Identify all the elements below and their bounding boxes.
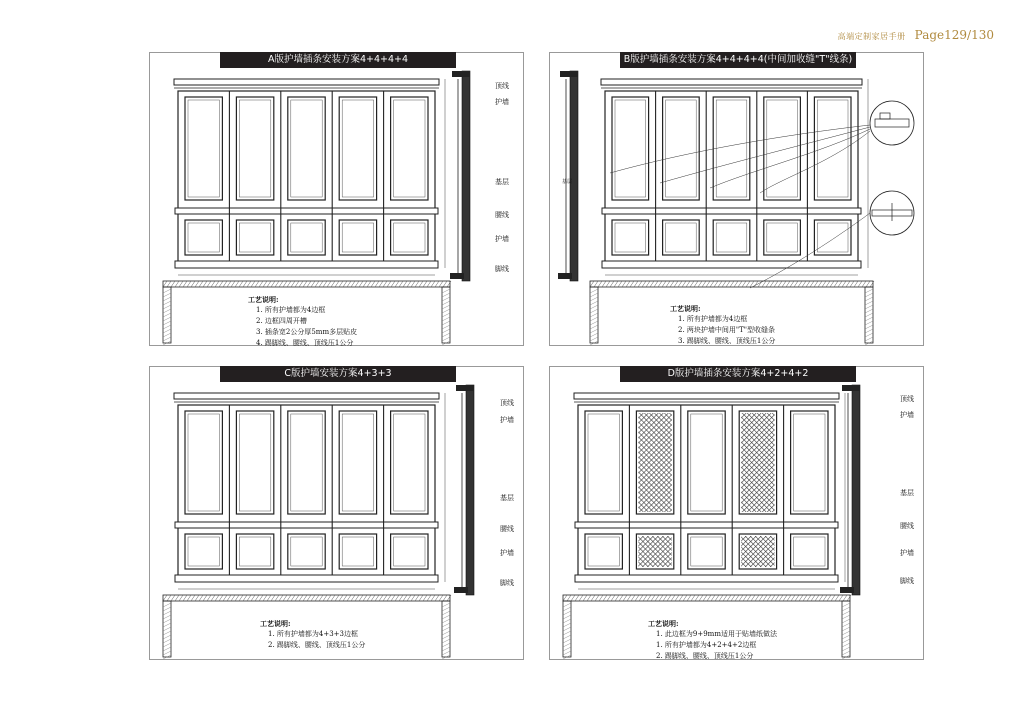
upper-panel: [688, 411, 725, 514]
label-skirting: 脚线: [495, 265, 509, 273]
panel-b: [549, 52, 924, 346]
label-skirting: 脚线: [900, 577, 914, 585]
label-waist-line: 腰线: [900, 522, 914, 530]
section-wall: [852, 385, 860, 595]
lower-panel: [339, 534, 376, 569]
label-waist-line: 腰线: [500, 525, 514, 533]
top-molding: [174, 393, 439, 399]
lower-panel: [585, 534, 622, 569]
upper-panel: [339, 97, 376, 200]
lower-panel: [612, 220, 649, 255]
panel-b-notes: [670, 303, 775, 347]
section-skirting: [558, 273, 572, 279]
notes-title: 工艺说明:: [648, 619, 679, 628]
brand-text: 高端定制家居手册: [837, 32, 906, 41]
section-cornice: [456, 385, 474, 391]
notes-line-1: 1. 此边框为9+9mm适用于贴墙纸做法: [656, 630, 777, 638]
top-molding: [601, 79, 862, 85]
label-base-layer: 基层: [500, 494, 514, 502]
panel-c-notes: [260, 618, 365, 651]
top-molding: [574, 393, 839, 399]
notes-line-3: 3. 插条宽2公分厚5mm多层贴皮: [256, 328, 358, 336]
panel-d-drawing: [550, 367, 925, 661]
lower-panel: [288, 534, 325, 569]
upper-panel: [185, 411, 222, 514]
waist-rail: [575, 522, 838, 528]
label-top-molding: 顶线: [500, 399, 514, 407]
skirting-board: [602, 261, 861, 268]
lower-panel: [391, 220, 428, 255]
section-skirting: [840, 587, 854, 593]
skirting-board: [575, 575, 838, 582]
upper-panel: [236, 411, 273, 514]
notes-line-2: 2. 踢脚线、腰线、顶线压1公分: [268, 641, 366, 649]
section-skirting: [450, 273, 464, 279]
label-top-molding: 顶线: [495, 82, 509, 90]
lower-panel: [713, 220, 750, 255]
upper-panel: [764, 97, 801, 200]
section-cornice: [842, 385, 860, 391]
panel-a-title: A版护墙插条安装方案4+4+4+4: [220, 52, 456, 68]
page-header: [838, 24, 994, 43]
skirting-board: [175, 575, 438, 582]
upper-panel: [185, 97, 222, 200]
notes-line-2: 2. 两块护墙中间用"T"型收缝条: [678, 326, 776, 334]
label-wall-panel-upper: 护墙: [495, 98, 509, 106]
panel-d-title: D版护墙插条安装方案4+2+4+2: [620, 366, 856, 382]
lower-panel: [391, 534, 428, 569]
notes-line-3: 3. 踢脚线、腰线、顶线压1公分: [678, 337, 776, 345]
section-wall: [570, 71, 578, 281]
upper-panel: [236, 97, 273, 200]
panel-a: [149, 52, 524, 346]
notes-line-4: 4. 踢脚线、腰线、顶线压1公分: [256, 339, 354, 347]
lower-panel: [288, 220, 325, 255]
notes-line-2: 2. 边框四周开槽: [256, 317, 307, 325]
notes-title: 工艺说明:: [260, 619, 291, 628]
label-base-layer: 基层: [900, 489, 914, 497]
lower-panel: [236, 534, 273, 569]
waist-rail: [175, 522, 438, 528]
label-wall-panel-lower: 护墙: [500, 549, 514, 557]
panel-b-title: B版护墙插条安装方案4+4+4+4(中间加收缝"T"线条): [620, 52, 856, 68]
lower-panel: [185, 220, 222, 255]
skirting-board: [175, 261, 438, 268]
upper-panel: [585, 411, 622, 514]
panel-c-drawing: [150, 367, 525, 661]
section-skirting: [454, 587, 468, 593]
panel-d: [549, 366, 924, 660]
lower-panel: [791, 534, 828, 569]
section-wall: [462, 71, 470, 281]
lower-panel: [663, 220, 700, 255]
section-cornice: [560, 71, 578, 77]
top-molding: [174, 79, 439, 85]
notes-line-2: 1. 所有护墙都为4+2+4+2边框: [656, 641, 757, 649]
upper-panel: [288, 411, 325, 514]
lower-panel: [688, 534, 725, 569]
upper-panel: [339, 411, 376, 514]
label-wall-panel-lower: 护墙: [900, 549, 914, 557]
upper-panel: [814, 97, 851, 200]
panel-a-notes: [248, 294, 357, 349]
notes-line-3: 2. 踢脚线、腰线、顶线压1公分: [656, 652, 754, 660]
waist-rail: [602, 208, 861, 214]
label-base-layer: 基层: [495, 178, 509, 186]
upper-panel: [663, 97, 700, 200]
label-base-layer: 基层: [562, 179, 573, 185]
waist-rail: [175, 208, 438, 214]
upper-panel: [391, 411, 428, 514]
label-wall-panel-upper: 护墙: [500, 416, 514, 424]
section-cornice: [452, 71, 470, 77]
section-wall: [466, 385, 474, 595]
panel-c-title: C版护墙安装方案4+3+3: [220, 366, 456, 382]
notes-line-1: 1. 所有护墙都为4边框: [678, 315, 748, 323]
notes-line-1: 1. 所有护墙都为4边框: [256, 306, 326, 314]
upper-panel: [791, 411, 828, 514]
panel-c: [149, 366, 524, 660]
label-top-molding: 顶线: [900, 395, 914, 403]
notes-title: 工艺说明:: [670, 304, 701, 313]
lower-panel: [236, 220, 273, 255]
page-number: Page129/130: [914, 28, 994, 42]
panel-d-notes: [648, 618, 777, 662]
label-skirting: 脚线: [500, 579, 514, 587]
upper-panel: [391, 97, 428, 200]
notes-line-1: 1. 所有护墙都为4+3+3边框: [268, 630, 358, 638]
detail-callout-upper: [870, 101, 914, 145]
lower-panel: [814, 220, 851, 255]
label-wall-panel-upper: 护墙: [900, 411, 914, 419]
notes-title: 工艺说明:: [248, 295, 279, 304]
lower-panel: [339, 220, 376, 255]
label-waist-line: 腰线: [495, 211, 509, 219]
upper-panel: [288, 97, 325, 200]
upper-panel: [612, 97, 649, 200]
label-wall-panel-lower: 护墙: [495, 235, 509, 243]
lower-panel: [764, 220, 801, 255]
lower-panel: [185, 534, 222, 569]
